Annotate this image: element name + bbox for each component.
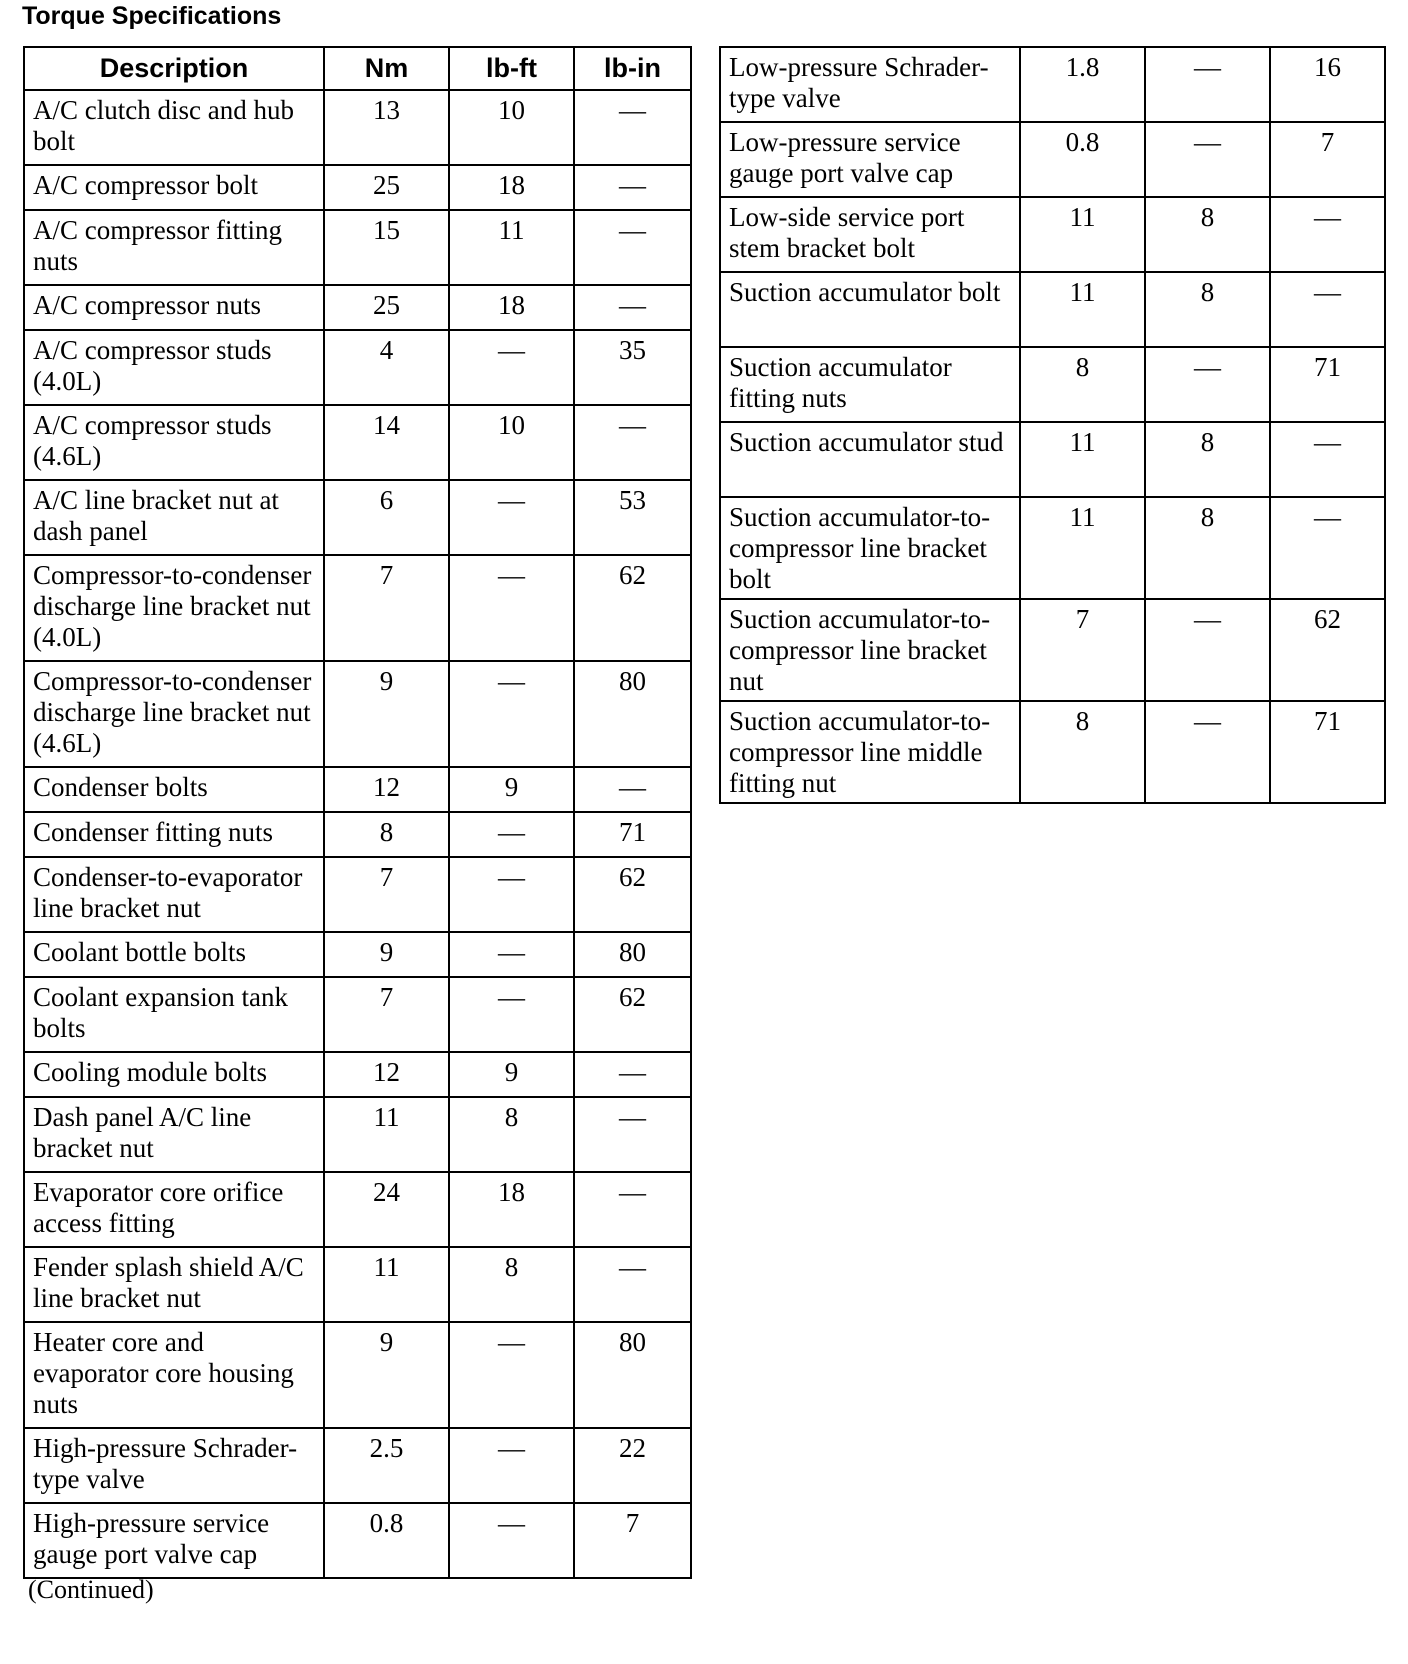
row-description: Evaporator core orifice access fitting — [24, 1172, 324, 1247]
table-row — [720, 272, 1385, 347]
table-row — [24, 90, 691, 165]
row-lbft: — — [1145, 599, 1270, 701]
row-nm: 9 — [324, 1322, 449, 1428]
row-lbin: 71 — [574, 812, 691, 857]
header-row — [24, 47, 691, 90]
table-row — [24, 1097, 691, 1172]
table-row — [24, 1503, 691, 1578]
row-nm: 8 — [1020, 347, 1145, 422]
row-lbft: 10 — [449, 90, 574, 165]
row-nm: 1.8 — [1020, 47, 1145, 122]
row-nm: 13 — [324, 90, 449, 165]
row-lbft: — — [1145, 47, 1270, 122]
row-lbin: — — [1270, 272, 1385, 347]
row-nm: 24 — [324, 1172, 449, 1247]
row-nm: 11 — [1020, 497, 1145, 599]
row-lbft: — — [449, 812, 574, 857]
row-nm: 25 — [324, 165, 449, 210]
row-description: A/C clutch disc and hub bolt — [24, 90, 324, 165]
row-lbft: — — [1145, 122, 1270, 197]
table-row — [24, 555, 691, 661]
row-nm: 7 — [1020, 599, 1145, 701]
row-lbin: 7 — [1270, 122, 1385, 197]
table-row — [24, 480, 691, 555]
row-nm: 8 — [324, 812, 449, 857]
row-description: Compressor-to-condenser discharge line bracket nut (4.0L) — [24, 555, 324, 661]
row-nm: 11 — [324, 1097, 449, 1172]
row-nm: 11 — [1020, 422, 1145, 497]
row-lbin: — — [574, 165, 691, 210]
row-lbin: 80 — [574, 661, 691, 767]
row-lbin: 35 — [574, 330, 691, 405]
row-lbft: — — [1145, 701, 1270, 803]
table-row — [24, 1172, 691, 1247]
row-nm: 25 — [324, 285, 449, 330]
row-lbft: 8 — [1145, 497, 1270, 599]
torque-table-left — [23, 46, 692, 1579]
row-description: Coolant bottle bolts — [24, 932, 324, 977]
row-lbft: — — [449, 1428, 574, 1503]
row-description: A/C compressor fitting nuts — [24, 210, 324, 285]
row-description: Coolant expansion tank bolts — [24, 977, 324, 1052]
row-lbin: 62 — [574, 555, 691, 661]
row-lbin: — — [574, 210, 691, 285]
row-nm: 15 — [324, 210, 449, 285]
row-nm: 4 — [324, 330, 449, 405]
row-lbft: 11 — [449, 210, 574, 285]
row-lbin: — — [574, 1052, 691, 1097]
row-lbft: — — [449, 555, 574, 661]
col-header-lbft: lb-ft — [449, 47, 574, 90]
col-header-description: Description — [24, 47, 324, 90]
row-description: Suction accumulator fitting nuts — [720, 347, 1020, 422]
row-nm: 0.8 — [324, 1503, 449, 1578]
row-lbft: — — [449, 480, 574, 555]
row-lbin: 62 — [574, 977, 691, 1052]
table-row — [720, 47, 1385, 122]
row-nm: 0.8 — [1020, 122, 1145, 197]
row-description: Dash panel A/C line bracket nut — [24, 1097, 324, 1172]
row-lbin: — — [1270, 497, 1385, 599]
row-description: Suction accumulator-to-compressor line bracket nut — [720, 599, 1020, 701]
torque-table-right — [719, 46, 1386, 804]
row-lbft: 8 — [1145, 197, 1270, 272]
row-description: High-pressure Schrader-type valve — [24, 1428, 324, 1503]
table-row — [24, 977, 691, 1052]
continued-note: (Continued) — [28, 1575, 154, 1604]
row-description: A/C compressor studs (4.6L) — [24, 405, 324, 480]
row-lbft: 8 — [1145, 272, 1270, 347]
row-nm: 7 — [324, 555, 449, 661]
row-lbft: 8 — [449, 1247, 574, 1322]
row-nm: 8 — [1020, 701, 1145, 803]
row-lbft: — — [449, 1503, 574, 1578]
row-lbft: — — [449, 977, 574, 1052]
table-row — [720, 347, 1385, 422]
row-nm: 6 — [324, 480, 449, 555]
row-lbin: — — [1270, 197, 1385, 272]
row-lbft: — — [449, 857, 574, 932]
table-row — [24, 1428, 691, 1503]
row-lbin: 80 — [574, 1322, 691, 1428]
table-row — [720, 422, 1385, 497]
row-lbin: — — [574, 767, 691, 812]
col-header-lbin: lb-in — [574, 47, 691, 90]
row-lbin: 71 — [1270, 347, 1385, 422]
table-row — [24, 285, 691, 330]
row-description: A/C line bracket nut at dash panel — [24, 480, 324, 555]
row-description: High-pressure service gauge port valve cap — [24, 1503, 324, 1578]
row-nm: 9 — [324, 932, 449, 977]
row-lbft: 18 — [449, 285, 574, 330]
table-row — [24, 932, 691, 977]
table-row — [24, 767, 691, 812]
row-description: Suction accumulator bolt — [720, 272, 1020, 347]
row-lbft: — — [449, 330, 574, 405]
row-lbft: 8 — [1145, 422, 1270, 497]
table-row — [24, 1322, 691, 1428]
table-row — [24, 1247, 691, 1322]
row-lbin: 22 — [574, 1428, 691, 1503]
row-description: A/C compressor bolt — [24, 165, 324, 210]
row-lbin: 7 — [574, 1503, 691, 1578]
table-row — [24, 1052, 691, 1097]
row-lbin: 62 — [574, 857, 691, 932]
row-description: Compressor-to-condenser discharge line bracket nut (4.6L) — [24, 661, 324, 767]
row-lbft: — — [449, 661, 574, 767]
row-description: Suction accumulator-to-compressor line bracket bolt — [720, 497, 1020, 599]
row-lbin: 71 — [1270, 701, 1385, 803]
row-lbin: — — [1270, 422, 1385, 497]
table-row — [720, 701, 1385, 803]
table-row — [24, 661, 691, 767]
table-row — [720, 197, 1385, 272]
row-description: Low-side service port stem bracket bolt — [720, 197, 1020, 272]
row-nm: 11 — [324, 1247, 449, 1322]
row-description: Low-pressure service gauge port valve cap — [720, 122, 1020, 197]
row-lbft: — — [449, 932, 574, 977]
row-lbin: — — [574, 1247, 691, 1322]
row-nm: 7 — [324, 977, 449, 1052]
table-row — [24, 210, 691, 285]
row-lbft: 9 — [449, 767, 574, 812]
row-lbin: — — [574, 285, 691, 330]
row-lbin: — — [574, 405, 691, 480]
row-nm: 12 — [324, 1052, 449, 1097]
table-row — [720, 497, 1385, 599]
row-description: Cooling module bolts — [24, 1052, 324, 1097]
row-nm: 2.5 — [324, 1428, 449, 1503]
row-description: A/C compressor nuts — [24, 285, 324, 330]
row-nm: 12 — [324, 767, 449, 812]
row-description: Condenser fitting nuts — [24, 812, 324, 857]
row-lbft: 9 — [449, 1052, 574, 1097]
row-lbin: 62 — [1270, 599, 1385, 701]
row-description: Fender splash shield A/C line bracket nut — [24, 1247, 324, 1322]
row-lbft: 18 — [449, 165, 574, 210]
row-lbin: — — [574, 1172, 691, 1247]
row-description: Heater core and evaporator core housing nuts — [24, 1322, 324, 1428]
row-nm: 7 — [324, 857, 449, 932]
row-description: Suction accumulator stud — [720, 422, 1020, 497]
table-row — [720, 122, 1385, 197]
row-lbft: 10 — [449, 405, 574, 480]
table-row — [720, 599, 1385, 701]
row-description: Suction accumulator-to-compressor line middle fitting nut — [720, 701, 1020, 803]
page-title: Torque Specifications — [22, 2, 282, 30]
row-description: A/C compressor studs (4.0L) — [24, 330, 324, 405]
col-header-nm: Nm — [324, 47, 449, 90]
row-lbft: — — [1145, 347, 1270, 422]
row-nm: 9 — [324, 661, 449, 767]
row-nm: 11 — [1020, 197, 1145, 272]
row-lbin: — — [574, 1097, 691, 1172]
row-lbin: 16 — [1270, 47, 1385, 122]
row-nm: 11 — [1020, 272, 1145, 347]
row-lbin: — — [574, 90, 691, 165]
row-lbin: 53 — [574, 480, 691, 555]
row-lbft: — — [449, 1322, 574, 1428]
row-lbin: 80 — [574, 932, 691, 977]
row-lbft: 18 — [449, 1172, 574, 1247]
table-row — [24, 405, 691, 480]
table-row — [24, 330, 691, 405]
table-row — [24, 165, 691, 210]
table-row — [24, 857, 691, 932]
row-nm: 14 — [324, 405, 449, 480]
row-description: Condenser-to-evaporator line bracket nut — [24, 857, 324, 932]
table-row — [24, 812, 691, 857]
row-description: Low-pressure Schrader-type valve — [720, 47, 1020, 122]
row-description: Condenser bolts — [24, 767, 324, 812]
row-lbft: 8 — [449, 1097, 574, 1172]
